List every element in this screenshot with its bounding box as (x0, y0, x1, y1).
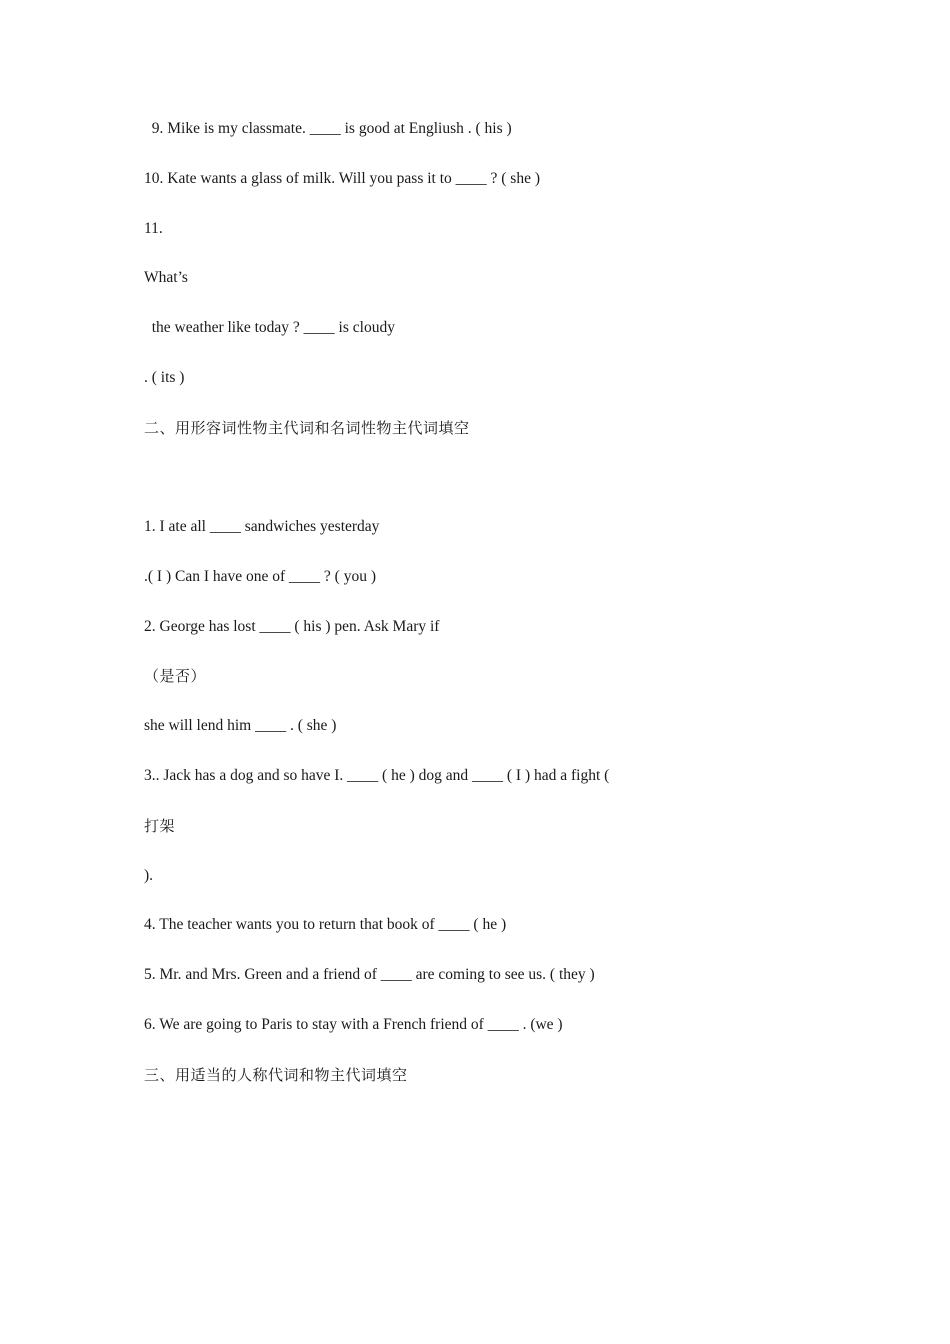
s2-question-3-part-a: 3.. Jack has a dog and so have I. ____ ( he ) dog and ____ ( I ) had a fight ( (144, 767, 610, 784)
question-9: 9. Mike is my classmate. ____ is good at Engliush . ( his ) (144, 120, 512, 137)
question-11-number: 11. (144, 220, 163, 237)
s2-question-3-part-b: ). (144, 867, 154, 884)
s2-question-5: 5. Mr. and Mrs. Green and a friend of ____ are coming to see us. ( they ) (144, 966, 595, 983)
s2-question-2-note: （是否） (144, 667, 207, 685)
question-11-part-b: the weather like today ? ____ is cloudy (144, 319, 395, 336)
s2-question-6: 6. We are going to Paris to stay with a French friend of ____ . (we ) (144, 1016, 563, 1033)
s2-question-3-note: 打架 (144, 817, 176, 835)
s2-question-4: 4. The teacher wants you to return that book of ____ ( he ) (144, 916, 507, 933)
question-11-part-a: What’s (144, 269, 188, 286)
s2-question-2-part-a: 2. George has lost ____ ( his ) pen. Ask Mary if (144, 618, 440, 635)
section-2-heading: 二、用形容词性物主代词和名词性物主代词填空 (144, 419, 470, 437)
section-3-heading: 三、用适当的人称代词和物主代词填空 (144, 1066, 408, 1084)
s2-question-1-part-b: .( I ) Can I have one of ____ ? ( you ) (144, 568, 376, 585)
s2-question-1-part-a: 1. I ate all ____ sandwiches yesterday (144, 518, 380, 535)
question-10: 10. Kate wants a glass of milk. Will you pass it to ____ ? ( she ) (144, 170, 541, 187)
s2-question-2-part-b: she will lend him ____ . ( she ) (144, 717, 337, 734)
question-11-part-c: . ( its ) (144, 369, 185, 386)
